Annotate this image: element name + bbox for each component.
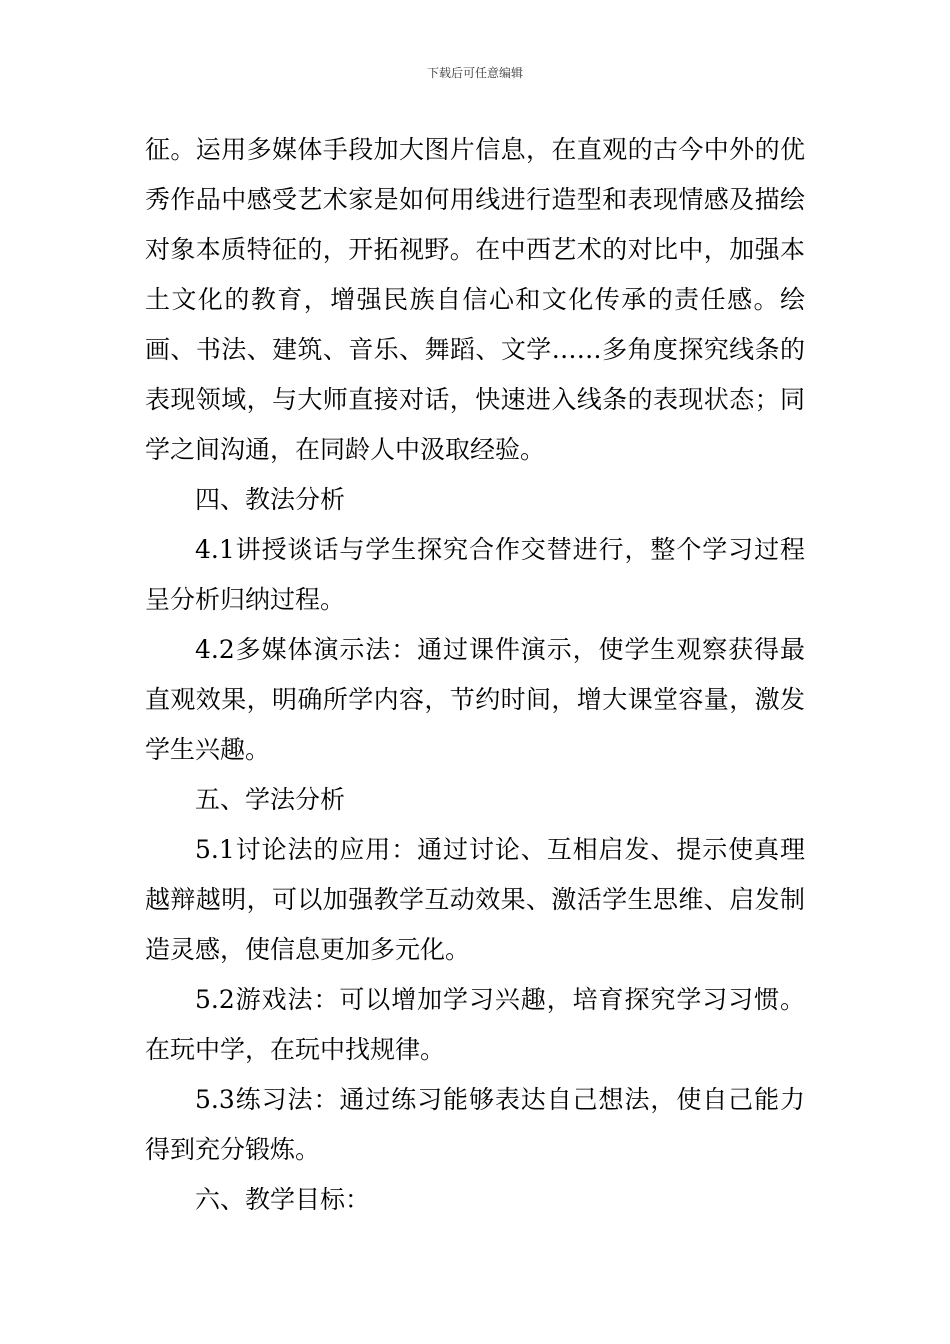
section-heading-teaching-method: 四、教法分析 [195,485,346,514]
page-header: 下载后可任意编辑 [426,66,523,80]
document-body [145,125,805,1225]
section-heading-teaching-goals: 六、教学目标： [195,1185,371,1214]
paragraph-5-3: 5.3练习法：通过练习能够表达自己想法，使自己能力得到充分锻炼。 [145,1085,805,1164]
paragraph-continuation: 征。运用多媒体手段加大图片信息，在直观的古今中外的优秀作品中感受艺术家是如何用线进行造型和表现情感及描绘对象本质特征的，开拓视野。在中西艺术的对比中，加强本土文化的教育，增强民族自信心和文化传承的责任感。绘画、书法、建筑、音乐、舞蹈、文学……多角度探究线条的表现领域，与大师直接对话，快速进入线条的表现状态；同学之间沟通，在同龄人中汲取经验。 [145,135,805,464]
paragraph-4-1: 4.1讲授谈话与学生探究合作交替进行，整个学习过程呈分析归纳过程。 [145,535,805,614]
paragraph-5-1: 5.1讨论法的应用：通过讨论、互相启发、提示使真理越辩越明，可以加强教学互动效果、激活学生思维、启发制造灵感，使信息更加多元化。 [145,835,805,964]
paragraph-5-2: 5.2游戏法：可以增加学习兴趣，培育探究学习习惯。在玩中学，在玩中找规律。 [145,985,805,1064]
paragraph-4-2: 4.2多媒体演示法：通过课件演示，使学生观察获得最直观效果，明确所学内容，节约时间，增大课堂容量，激发学生兴趣。 [145,635,805,764]
section-heading-learning-method: 五、学法分析 [195,785,346,814]
